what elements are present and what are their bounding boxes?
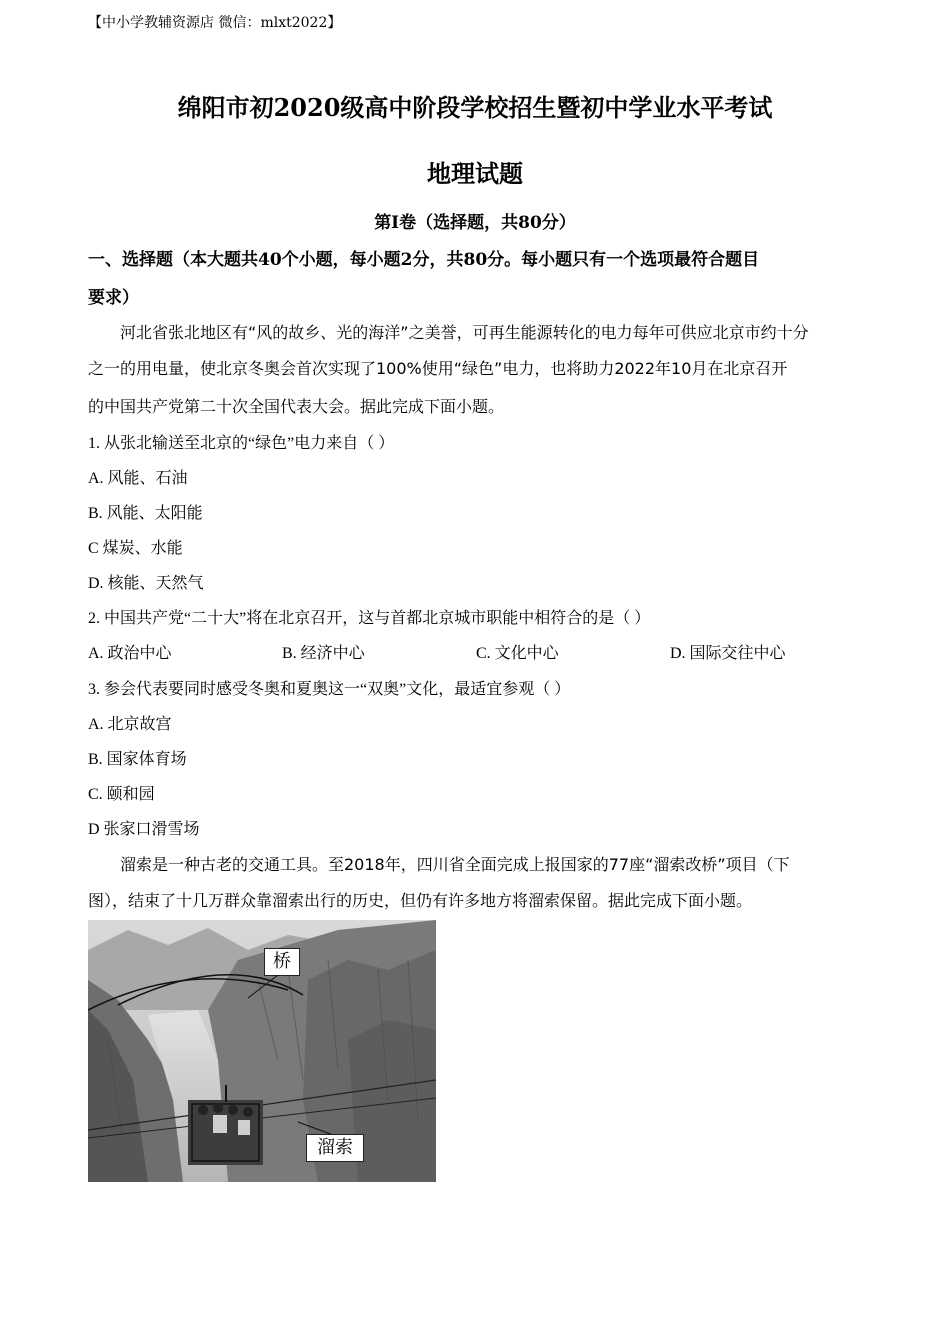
question-2-option-b: B. 经济中心	[282, 645, 365, 662]
question-2-option-a: A. 政治中心	[88, 645, 172, 662]
question-2-stem: 2. 中国共产党“二十大”将在北京召开，这与首都北京城市职能中相符合的是（ ）	[88, 610, 651, 627]
question-1-option-b: B. 风能、太阳能	[88, 505, 203, 522]
header-note: 【中小学教辅资源店 微信：mlxt2022】	[88, 15, 342, 31]
question-2-option-c: C. 文化中心	[476, 645, 559, 662]
question-2-option-d: D. 国际交往中心	[670, 645, 786, 662]
question-3-option-a: A. 北京故宫	[88, 716, 172, 733]
passage1-line-2: 之一的用电量，使北京冬奥会首次实现了100%使用“绿色”电力，也将助力2022年10月在北京召开	[88, 359, 788, 378]
exam-title: 绵阳市初2020级高中阶段学校招生暨初中学业水平考试	[177, 93, 773, 122]
instructions-line-1: 一、选择题（本大题共40个小题，每小题2分，共80分。每小题只有一个选项最符合题目	[88, 250, 760, 270]
question-1-option-c: C 煤炭、水能	[88, 540, 183, 557]
question-3-option-c: C. 颐和园	[88, 786, 155, 803]
exam-subtitle: 地理试题	[427, 159, 523, 188]
passage1-line-1: 河北省张北地区有“风的故乡、光的海洋”之美誉，可再生能源转化的电力每年可供应北京市约十分	[120, 323, 809, 342]
question-2-options	[88, 640, 888, 662]
section-heading: 第Ⅰ卷（选择题，共80分）	[374, 213, 576, 233]
instructions-line-2: 要求）	[88, 288, 139, 308]
question-1-stem: 1. 从张北输送至北京的“绿色”电力来自（ ）	[88, 435, 395, 452]
passage1-line-3: 的中国共产党第二十次全国代表大会。据此完成下面小题。	[88, 397, 505, 416]
passage2-line-1: 溜索是一种古老的交通工具。至2018年，四川省全面完成上报国家的77座“溜索改桥”项目（下	[120, 855, 790, 874]
bridge-label: 桥	[264, 948, 300, 976]
question-3-option-b: B. 国家体育场	[88, 751, 187, 768]
question-1-option-a: A. 风能、石油	[88, 470, 188, 487]
gorge-photo-illustration	[88, 920, 436, 1182]
question-1-option-d: D. 核能、天然气	[88, 575, 204, 592]
question-3-stem: 3. 参会代表要同时感受冬奥和夏奥这一“双奥”文化，最适宜参观（ ）	[88, 681, 571, 698]
passage2-line-2: 图），结束了十几万群众靠溜索出行的历史，但仍有许多地方将溜索保留。据此完成下面小题。	[88, 891, 753, 910]
question-3-option-d: D 张家口滑雪场	[88, 821, 200, 838]
cable-bridge-photo	[88, 920, 436, 1182]
cable-label: 溜索	[306, 1134, 364, 1162]
